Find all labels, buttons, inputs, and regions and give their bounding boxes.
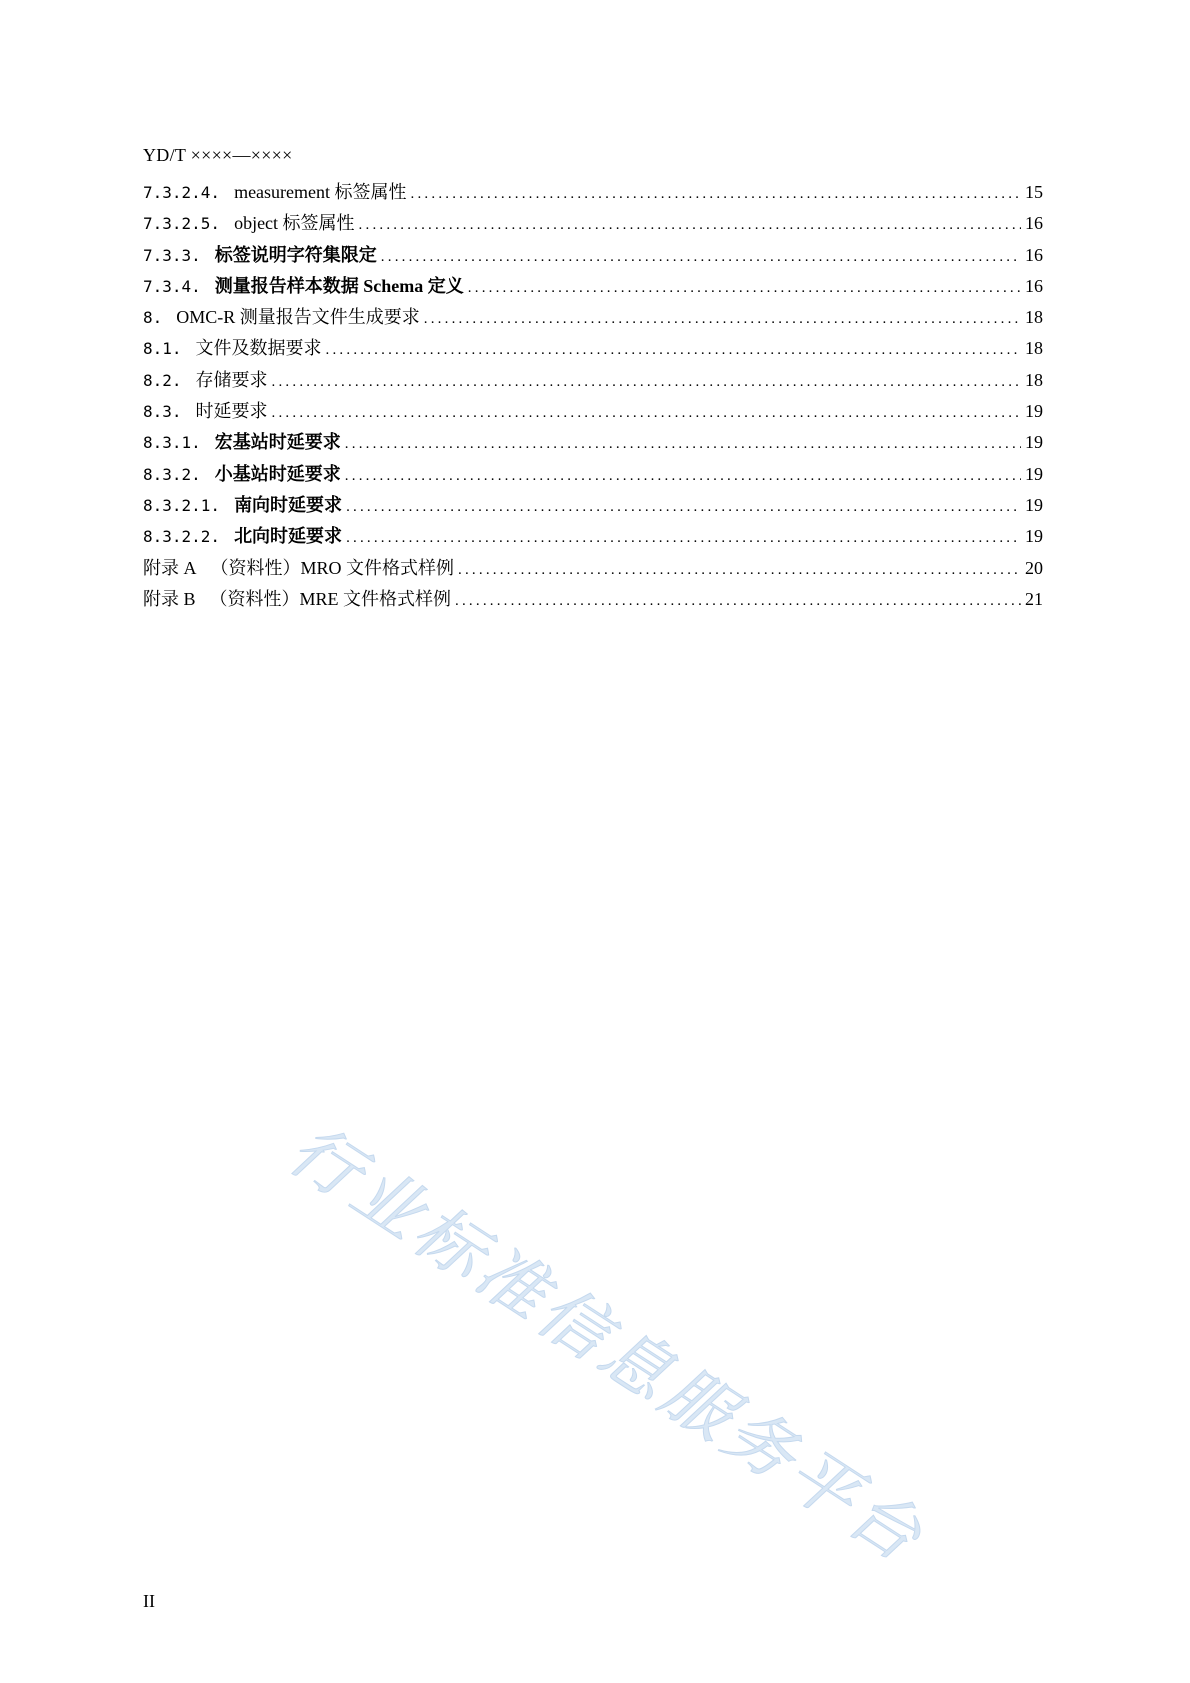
toc-entry-number: 8.3.1. (143, 433, 201, 453)
toc-entry[interactable] (143, 400, 1043, 431)
toc-entry-title: （资料性）MRE 文件格式样例 (209, 588, 452, 609)
toc-entry-title: （资料性）MRO 文件格式样例 (210, 557, 455, 578)
toc-entry-page: 19 (1025, 526, 1043, 547)
toc-entry-page: 18 (1025, 338, 1043, 359)
toc-entry[interactable] (143, 244, 1043, 275)
toc-dot-leader (272, 371, 1021, 393)
toc-entry-page: 16 (1025, 275, 1043, 296)
document-code-header: YD/T ××××—×××× (143, 145, 293, 165)
toc-entry-number: 附录 B (143, 588, 196, 609)
toc-entry-title: OMC-R 测量报告文件生成要求 (176, 307, 420, 328)
toc-entry-page: 19 (1025, 401, 1043, 422)
toc-entry-number: 8.3.2.1. (143, 495, 221, 515)
toc-entry[interactable] (143, 181, 1043, 212)
toc-dot-leader (359, 214, 1021, 236)
toc-dot-leader (411, 183, 1021, 205)
toc-entry[interactable] (143, 337, 1043, 368)
toc-entry-number: 8.1. (143, 339, 182, 359)
toc-dot-leader (381, 246, 1021, 268)
toc-entry-title: 标签说明字符集限定 (214, 244, 377, 265)
toc-entry-page: 19 (1025, 432, 1043, 453)
toc-entry[interactable] (143, 212, 1043, 243)
toc-entry[interactable] (143, 431, 1043, 462)
toc-entry-title: object 标签属性 (234, 213, 355, 234)
watermark-text: 行业标准信息服务平台 (275, 1110, 939, 1580)
toc-entry[interactable] (143, 588, 1043, 619)
toc-dot-leader (346, 527, 1021, 549)
toc-entry-page: 21 (1025, 588, 1043, 609)
toc-entry-page: 18 (1025, 369, 1043, 390)
toc-entry-number: 8. (143, 308, 163, 328)
toc-entry-title: 小基站时延要求 (214, 463, 341, 484)
toc-entry-number: 8.3. (143, 402, 182, 422)
toc-dot-leader (326, 339, 1021, 361)
toc-entry[interactable] (143, 463, 1043, 494)
toc-entry-page: 16 (1025, 213, 1043, 234)
toc-entry-title: 时延要求 (195, 401, 268, 422)
toc-entry-number: 8.3.2.2. (143, 527, 221, 547)
toc-entry-page: 19 (1025, 494, 1043, 515)
toc-entry-number: 附录 A (143, 557, 197, 578)
toc-entry[interactable] (143, 275, 1043, 306)
toc-dot-leader (468, 277, 1021, 299)
toc-dot-leader (345, 433, 1021, 455)
toc-entry-page: 15 (1025, 182, 1043, 202)
toc-entry-number: 7.3.2.4. (143, 183, 221, 202)
toc-entry-page: 18 (1025, 307, 1043, 328)
toc-entry-title: 存储要求 (195, 369, 268, 390)
toc-entry-number: 7.3.2.5. (143, 214, 221, 234)
toc-entry-title: measurement 标签属性 (234, 182, 407, 202)
page-number: II (143, 1591, 155, 1611)
toc-entry[interactable] (143, 306, 1043, 337)
toc-entry-title: 北向时延要求 (234, 526, 343, 547)
toc-entry[interactable] (143, 369, 1043, 400)
toc-entry-title: 南向时延要求 (234, 494, 343, 515)
toc-entry-page: 19 (1025, 463, 1043, 484)
toc-dot-leader (455, 590, 1021, 612)
toc-dot-leader (345, 465, 1021, 487)
toc-dot-leader (346, 496, 1021, 518)
toc-entry-title: 文件及数据要求 (195, 338, 322, 359)
toc-entry-title: 测量报告样本数据 Schema 定义 (214, 275, 464, 296)
toc-entry[interactable] (143, 525, 1043, 556)
toc-entry[interactable] (143, 494, 1043, 525)
toc-entry-number: 7.3.3. (143, 245, 201, 265)
toc-entry-number: 8.3.2. (143, 464, 201, 484)
toc-dot-leader (458, 559, 1021, 581)
toc-entry-title: 宏基站时延要求 (214, 432, 341, 453)
table-of-contents (143, 181, 1043, 619)
toc-entry-page: 16 (1025, 244, 1043, 265)
toc-entry-number: 7.3.4. (143, 276, 201, 296)
toc-entry-number: 8.2. (143, 370, 182, 390)
toc-dot-leader (424, 308, 1021, 330)
toc-entry[interactable] (143, 557, 1043, 588)
toc-dot-leader (272, 402, 1021, 424)
toc-entry-page: 20 (1025, 557, 1043, 578)
